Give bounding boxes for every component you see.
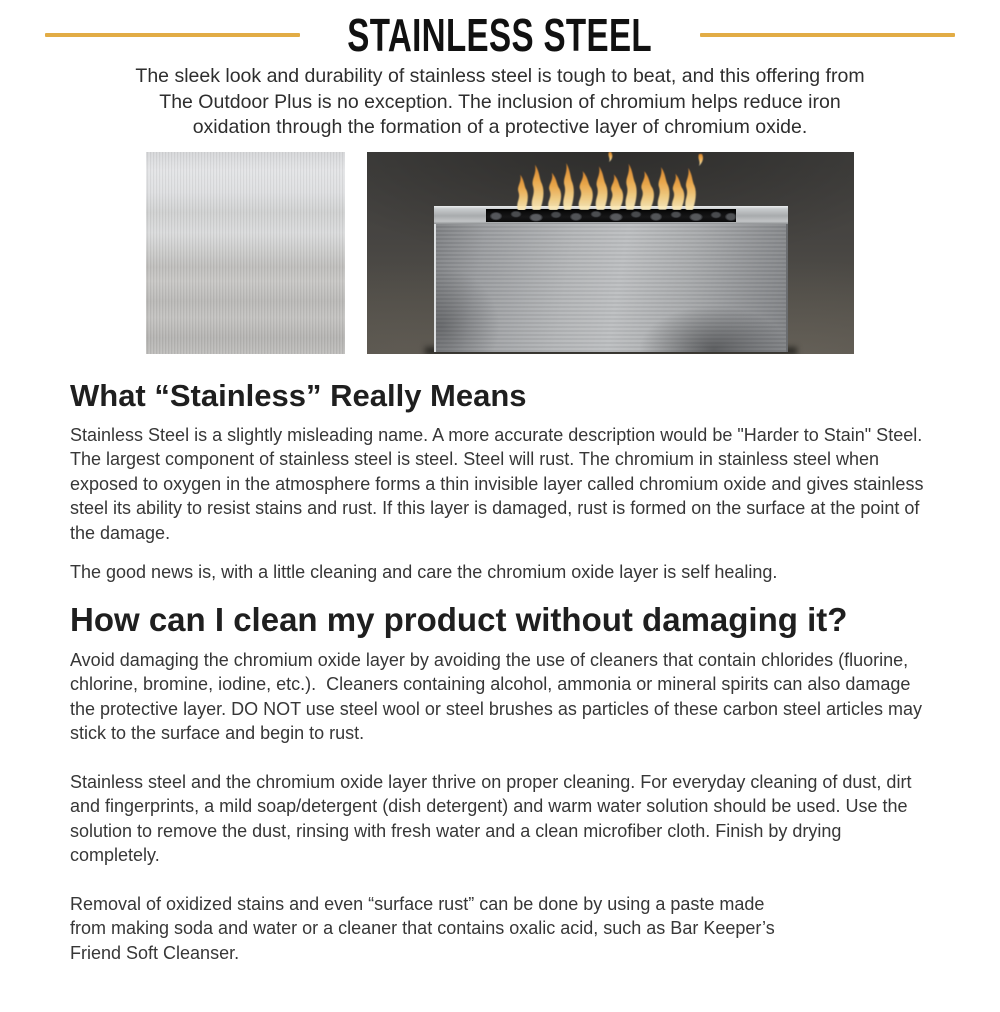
intro-paragraph: The sleek look and durability of stainless steel is tough to beat, and this offering from The Outdoor Plus is no exception. The inclusion of chromium helps reduce iron oxidation through the formation of a protective layer of chromium oxide. bbox=[135, 65, 865, 138]
paragraph-proper-cleaning: Stainless steel and the chromium oxide layer thrive on proper cleaning. For everyday cleaning of dust, dirt and fingerprints, a mild soap/detergent (dish detergent) and warm water solution should be used. Use the solution to remove the dust, rinsing with fresh water and a clean microfiber cloth. Finish by drying completely. bbox=[70, 771, 917, 865]
stainless-steel-info-page bbox=[0, 9, 1000, 1012]
paragraph-removal-of-stains: Removal of oxidized stains and even “surface rust” can be done by using a paste made from making soda and water or a cleaner that contains oxalic acid, such as Bar Keeper’s Friend Soft Cleanser. bbox=[70, 893, 775, 963]
paragraph-avoid-damaging: Avoid damaging the chromium oxide layer by avoiding the use of cleaners that contain chlorides (fluorine, chlorine, bromine, iodine, etc.). Cleaners containing alcohol, ammonia or mineral spirits can also damage the protective layer. DO NOT use steel wool or steel brushes as particles of these carbon steel articles may stick to the surface and begin to rust. bbox=[70, 649, 928, 743]
page-title: STAINLESS STEEL bbox=[347, 9, 653, 61]
paragraph-stainless-meaning: Stainless Steel is a slightly misleading name. A more accurate description would be "Harder to Stain" Steel. The largest component of stainless steel is steel. Steel will rust. The chromium in stainless steel when exposed to oxygen in the atmosphere forms a thin invisible layer called chromium oxide and gives stainless steel its ability to resist stains and rust. If this layer is damaged, rust is formed on the surface at the point of the damage. bbox=[70, 424, 924, 543]
title-row bbox=[0, 9, 1000, 61]
left-divider-line bbox=[45, 33, 300, 37]
right-divider-line bbox=[700, 33, 955, 37]
fire-pit-right-edge bbox=[786, 224, 788, 352]
section-heading-how-to-clean: How can I clean my product without damaging it? bbox=[70, 600, 848, 638]
flames-graphic bbox=[513, 152, 713, 210]
fire-pit-photo bbox=[367, 152, 854, 354]
section-heading-what-stainless-means: What “Stainless” Really Means bbox=[70, 377, 527, 413]
image-row bbox=[0, 152, 1000, 354]
fire-pit-body bbox=[434, 224, 788, 352]
fire-pit-left-edge-highlight bbox=[434, 224, 436, 352]
brushed-steel-swatch-image bbox=[146, 152, 345, 354]
paragraph-good-news: The good news is, with a little cleaning and care the chromium oxide layer is self healing. bbox=[70, 562, 778, 582]
lava-rocks-tray bbox=[486, 209, 736, 222]
article-body bbox=[70, 376, 932, 966]
page-title-box bbox=[334, 9, 666, 61]
